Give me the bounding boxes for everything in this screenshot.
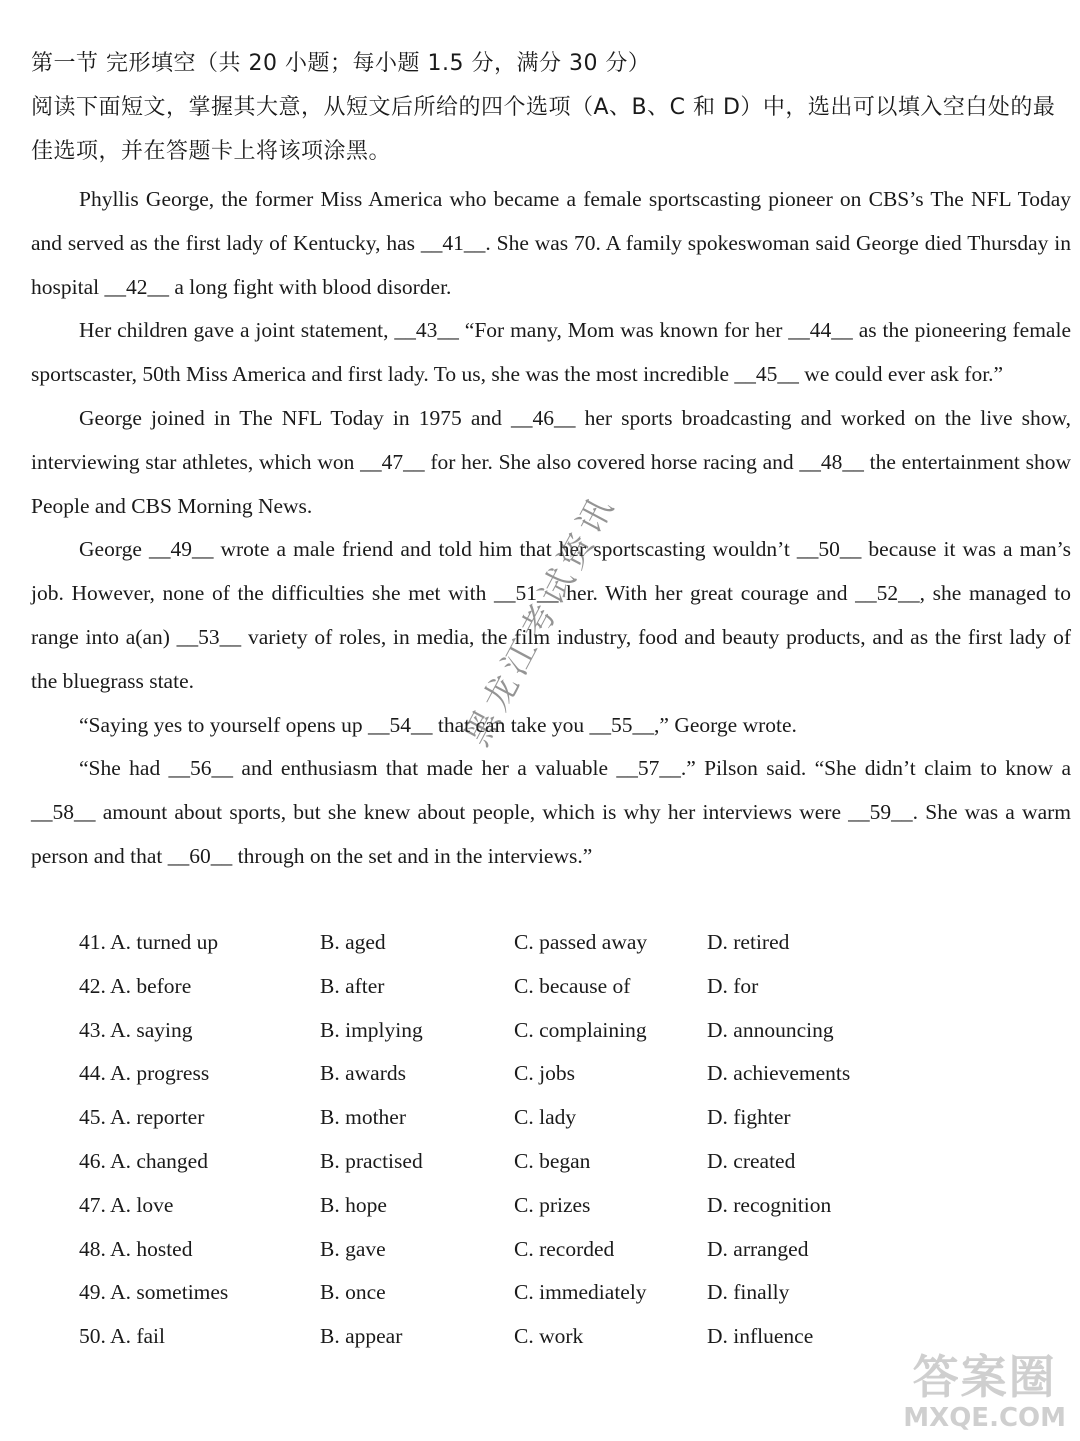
question-row [79, 1009, 979, 1053]
passage-paragraph: “She had __56__ and enthusiasm that made her a valuable __57__.” Pilson said. “She didn’t claim to know a __58__ amount about sports, but she knew about people, which is why her interviews were __59__. She was a warm person and that __60__ through on the set and in the interviews.” [31, 756, 1071, 868]
question-row [79, 1315, 979, 1359]
option-d: D. retired [707, 930, 790, 954]
option-a: 45. A. reporter [79, 1105, 205, 1130]
option-a: 47. A. love [79, 1192, 174, 1217]
option-c: C. jobs [514, 1061, 575, 1086]
passage-paragraph: George joined in The NFL Today in 1975 and __46__ her sports broadcasting and worked on the live show, interviewing star athletes, which won __47__ for her. She also covered horse racing and __48__ the entertainment show People and CBS Morning News. [31, 405, 1071, 518]
option-b: B. gave [320, 1236, 386, 1261]
passage-paragraph: George __49__ wrote a male friend and told him that her sportscasting wouldn’t __50__ because it was a man’s job. However, none of the difficulties she met with __51__ her. With her great courage and __52__, she managed to range into a(an) __53__ variety of roles, in media, the film industry, food and beauty products, and as the first lady of the bluegrass state. [31, 537, 1071, 693]
passage-paragraph: Her children gave a joint statement, __43__ “For many, Mom was known for her __44__ as the pioneering female sportscaster, 50th Miss America and first lady. To us, she was the most incredible __45__ we could ever ask for.” [31, 318, 1071, 387]
option-c: C. immediately [514, 1280, 647, 1305]
option-d: D. recognition [707, 1192, 832, 1217]
option-b: B. once [320, 1280, 386, 1305]
option-a: 43. A. saying [79, 1017, 193, 1042]
option-d: D. arranged [707, 1236, 809, 1261]
cloze-passage [31, 178, 1071, 879]
option-a: 41. A. turned up [79, 930, 219, 954]
question-row [79, 1184, 979, 1228]
option-a: 49. A. sometimes [79, 1280, 229, 1305]
site-logo [903, 1351, 1066, 1433]
option-c: C. complaining [514, 1017, 647, 1042]
option-b: B. implying [320, 1017, 423, 1042]
option-d: D. created [707, 1148, 796, 1173]
logo-mark: 答案圈 [912, 1350, 1057, 1404]
option-c: C. prizes [514, 1192, 591, 1217]
option-b: B. mother [320, 1105, 406, 1130]
question-row [79, 1271, 979, 1315]
option-c: C. work [514, 1324, 584, 1349]
option-d: D. achievements [707, 1061, 851, 1086]
section-title: 第一节 完形填空（共 20 小题；每小题 1.5 分，满分 30 分） [31, 51, 651, 76]
logo-url: MXQE.COM [903, 1403, 1066, 1433]
option-a: 46. A. changed [79, 1148, 208, 1173]
question-row [79, 1096, 979, 1140]
option-d: D. finally [707, 1280, 790, 1305]
option-c: C. began [514, 1148, 591, 1173]
question-row [79, 965, 979, 1009]
option-a: 48. A. hosted [79, 1236, 193, 1261]
passage-paragraph: “Saying yes to yourself opens up __54__ that can take you __55__,” George wrote. [79, 712, 797, 737]
watermark: 黑龙江考试资讯 [457, 486, 624, 753]
instruction-text: 阅读下面短文，掌握其大意，从短文后所给的四个选项（A、B、C 和 D）中，选出可以填入空白处的最佳选项，并在答题卡上将该项涂黑。 [31, 95, 1056, 164]
question-row [79, 1140, 979, 1184]
option-c: C. because of [514, 973, 631, 998]
option-b: B. hope [320, 1192, 387, 1217]
answer-options [79, 921, 979, 1359]
option-b: B. aged [320, 930, 386, 954]
question-row [79, 921, 979, 965]
option-c: C. lady [514, 1105, 577, 1130]
option-a: 50. A. fail [79, 1324, 165, 1349]
option-d: D. influence [707, 1324, 814, 1349]
option-b: B. practised [320, 1148, 423, 1173]
option-b: B. appear [320, 1324, 403, 1349]
option-a: 44. A. progress [79, 1061, 210, 1086]
option-c: C. passed away [514, 930, 648, 954]
option-c: C. recorded [514, 1236, 615, 1261]
question-row [79, 1228, 979, 1272]
question-row [79, 1052, 979, 1096]
option-a: 42. A. before [79, 973, 192, 998]
passage-paragraph: Phyllis George, the former Miss America who became a female sportscasting pioneer on CBS’s The NFL Today and served as the first lady of Kentucky, has __41__. She was 70. A family spokeswoman said George died Thursday in hospital __42__ a long fight with blood disorder. [31, 187, 1071, 299]
option-b: B. after [320, 973, 385, 998]
option-b: B. awards [320, 1061, 406, 1086]
option-d: D. for [707, 973, 759, 998]
option-d: D. fighter [707, 1105, 791, 1130]
option-d: D. announcing [707, 1017, 834, 1042]
